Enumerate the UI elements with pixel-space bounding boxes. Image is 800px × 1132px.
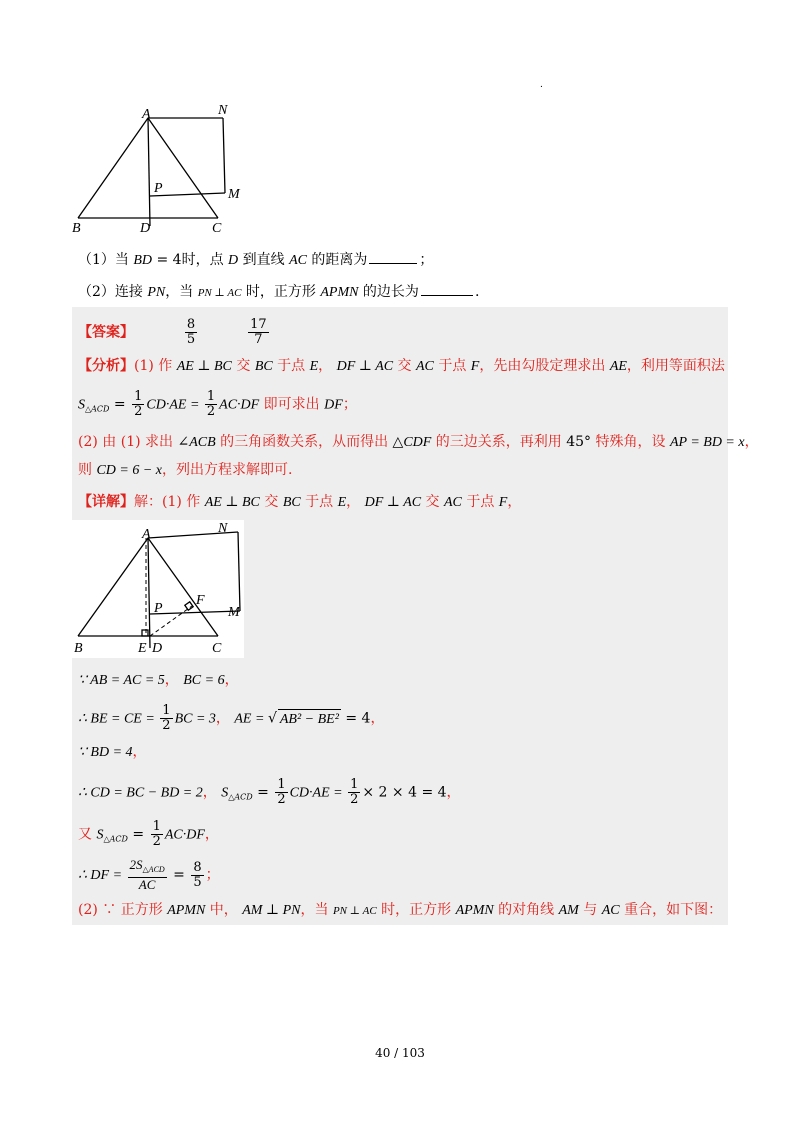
figure-1 [70, 100, 270, 240]
page-number: 40 / 103 [375, 1046, 425, 1060]
header-dot: . [540, 80, 543, 90]
analysis-line-1: 【分析】(1) 作 AE ⊥ BC 交 BC 于点 E， DF ⊥ AC 交 AC 于点 F，先由勾股定理求出 AE，利用等面积法 [78, 358, 725, 374]
step-6: ∴ DF = $\frac{2S_{\triangle ACD}}{AC}$ = $\frac{8}{5}$ ； [78, 857, 220, 892]
step-3: ∵ BD = 4， [78, 744, 147, 760]
fig2-label-d: D [152, 641, 163, 656]
answer-line [78, 318, 271, 347]
question-2: （2）连接 PN，当 PN ⊥ AC 时，正方形 APMN 的边长为 . [78, 284, 480, 300]
fig1-label-p: P [154, 181, 163, 196]
analysis-line-4: 则 CD = 6 − x，列出方程求解即可. [78, 462, 293, 478]
answer-1: $\frac{8}{5}$ [186, 317, 196, 347]
figure-2 [72, 520, 244, 658]
fig1-label-n: N [218, 103, 228, 118]
analysis-line-2: $S_{\triangle ACD}$ = $\frac{1}{2}$ CD·AE = $\frac{1}{2}$ AC·DF 即可求出 DF； [78, 389, 357, 419]
fig1-label-a: A [142, 107, 151, 122]
fig2-label-f: F [196, 593, 205, 608]
fig2-label-b: B [74, 641, 83, 656]
step-4: ∴ CD = BC − BD = 2， $S_{\triangle ACD}$ = $\frac{1}{2}$ CD·AE = $\frac{1}{2}$ × 2 × 4 = 4， [78, 777, 461, 807]
answer-blank-2[interactable] [421, 283, 473, 296]
answer-label: 【答案】 [78, 324, 134, 341]
step-5: 又 $S_{\triangle ACD}$ = $\frac{1}{2}$ AC·DF， [78, 819, 219, 849]
fig1-label-m: M [228, 187, 240, 202]
question-1: （1）当 BD = 4时，点 D 到直线 AC 的距离为 ； [78, 252, 434, 268]
fig2-label-m: M [228, 605, 240, 620]
fig2-label-n: N [218, 521, 228, 536]
fig2-label-e: E [138, 641, 147, 656]
step-7: (2) ∵ 正方形 APMN 中， AM ⊥ PN，当 PN ⊥ AC 时，正方形 APMN 的对角线 AM 与 AC 重合，如下图： [78, 902, 723, 918]
analysis-line-3: (2) 由 (1) 求出 ∠ACB 的三角函数关系，从而得出 △CDF 的三边关系，再利用 45° 特殊角，设 AP = BD = x， [78, 434, 759, 450]
fig1-label-d: D [140, 221, 151, 236]
answer-2: $\frac{17}{7}$ [250, 317, 267, 347]
fig1-label-b: B [72, 221, 81, 236]
fig2-label-c: C [212, 641, 222, 656]
fig2-label-p: P [154, 601, 163, 616]
fig1-label-c: C [212, 221, 222, 236]
step-1: ∵ AB = AC = 5， BC = 6， [78, 672, 239, 688]
fig2-label-a: A [142, 527, 151, 542]
detail-line-1: 【详解】解：(1) 作 AE ⊥ BC 交 BC 于点 E， DF ⊥ AC 交 AC 于点 F， [78, 494, 522, 510]
step-2: ∴ BE = CE = $\frac{1}{2}$ BC = 3， AE = √ AB² − BE² = 4， [78, 703, 385, 733]
answer-blank-1[interactable] [369, 251, 417, 264]
